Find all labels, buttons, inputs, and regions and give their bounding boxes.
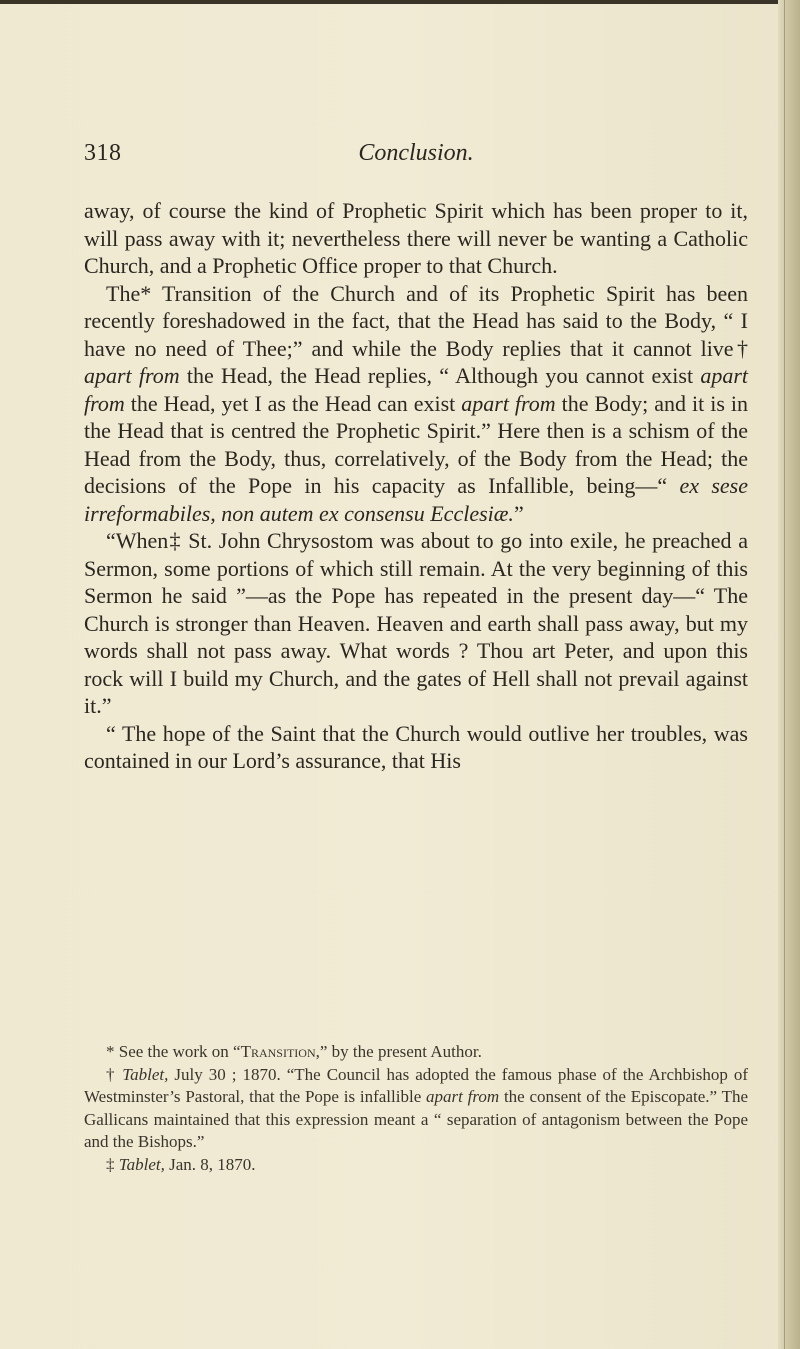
body-text <box>84 197 748 775</box>
text-run: The* Transition of the Church and of its Prophetic Spirit has been recently foreshadowed in the fact, that the Head has said to the Body, “ I have no need of Thee;” and while the Body replies that it cannot live† <box>84 280 748 361</box>
page-right-edge <box>778 0 800 1349</box>
page-number: 318 <box>84 140 122 166</box>
italic-run: apart from <box>84 363 748 416</box>
italic-run: Tablet, <box>118 1154 165 1174</box>
footnote-1 <box>84 1041 748 1064</box>
text-run: the Head, yet I as the Head can exist <box>124 390 462 416</box>
italic-run: apart from <box>84 363 180 388</box>
paragraph-4: “ The hope of the Saint that the Church would outlive her troubles, was contained in our Lord’s assurance, that His <box>84 720 748 773</box>
text-run: † <box>106 1064 123 1084</box>
italic-run: ex sese irreformabiles, non autem ex consensu Ecclesiæ. <box>84 473 749 526</box>
text-run: the Body; and it is in the Head that is centred the Prophetic Spirit.” Here then is a schism of the Head from the Body, thus, correlatively, of the Body from the Head; the decisions of the Pope in his capacity as Infallible, being—“ <box>84 390 748 498</box>
paragraph-2 <box>84 280 748 528</box>
italic-run: apart from <box>426 1087 500 1106</box>
text-run: ” <box>513 500 524 526</box>
footnote-3 <box>84 1154 748 1177</box>
page-top-edge <box>0 0 800 4</box>
running-title: Conclusion. <box>358 140 474 166</box>
paragraph-1: away, of course the kind of Prophetic Spirit which has been proper to it, will pass away with it; nevertheless there will never be wanting a Catholic Church, and a Prophetic Office proper to that Church. <box>84 198 748 278</box>
text-run: ” by the present Author. <box>319 1042 482 1061</box>
text-run: the Head, the Head replies, “ Although you cannot exist <box>179 363 701 388</box>
footnote-2 <box>84 1064 748 1154</box>
text-run: * See the work on “ <box>106 1042 241 1061</box>
text-run: Jan. 8, 1870. <box>164 1154 256 1174</box>
text-run: ‡ <box>106 1154 119 1174</box>
page-header <box>84 140 748 176</box>
footnotes <box>84 1041 748 1176</box>
italic-run: apart from <box>461 390 556 416</box>
text-run: July 30 ; 1870. “The Council has adopted the famous phase of the Archbishop of Westminster’s Pastoral, that the Pope is infallible <box>84 1064 749 1106</box>
small-caps-run: Transition, <box>240 1042 320 1061</box>
paragraph-3: “When‡ St. John Chrysostom was about to go into exile, he preached a Sermon, some portions of which still remain. At the very beginning of this Sermon he said ”—as the Pope has repeated in the present day—“ The Church is stronger than Heaven. Heaven and earth shall pass away, but my words shall not pass away. What words ? Thou art Peter, and upon this rock will I build my Church, and the gates of Hell shall not prevail against it.” <box>84 528 748 718</box>
italic-run: Tablet, <box>122 1064 169 1084</box>
text-run: the consent of the Episcopate.” The Gallicans maintained that this expression meant a “ separation of antagonism between the Pope and the Bishops.” <box>84 1087 749 1151</box>
